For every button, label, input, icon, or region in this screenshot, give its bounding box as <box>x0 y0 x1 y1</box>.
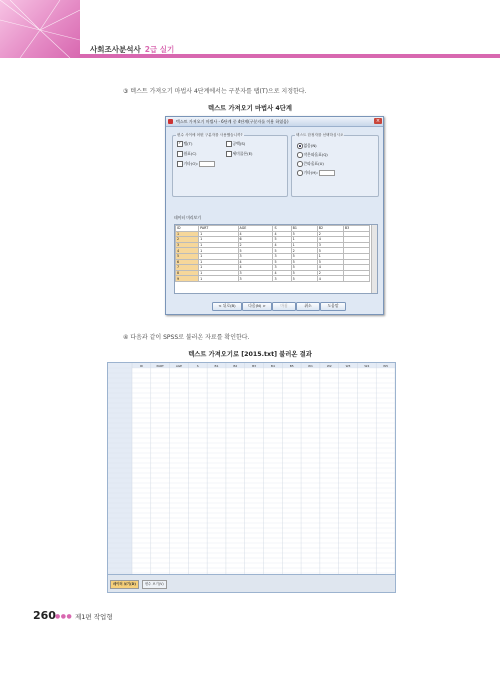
triangle-pattern-icon <box>0 0 80 58</box>
preview-cell: 1 <box>199 242 238 248</box>
preview-cell: 3 <box>317 242 343 248</box>
preview-cell: 4 <box>317 276 343 282</box>
preview-table <box>175 225 370 282</box>
figure2-caption: 텍스트 가져오기로 [2015.txt] 불러온 결과 <box>188 351 312 358</box>
cancel-button[interactable]: 취소 <box>296 302 320 311</box>
preview-cell: 4 <box>273 242 291 248</box>
preview-column-header: ID <box>176 226 199 232</box>
preview-column-header: S <box>273 226 291 232</box>
qualifier-group-label: 텍스트 한정자를 선택하십시오 <box>296 133 344 137</box>
preview-cell: 3 <box>273 265 291 271</box>
book-level: 2급 실기 <box>144 45 175 54</box>
spss-app-icon <box>168 119 173 124</box>
delimiter-tab-label: 탭(T) <box>183 141 193 146</box>
preview-cell: 3 <box>273 276 291 282</box>
preview-label-text: 데이터 미리보기 <box>174 215 201 220</box>
preview-label <box>174 215 201 221</box>
running-header <box>90 44 174 55</box>
preview-cell: 1 <box>199 237 238 243</box>
preview-column-header: AGE <box>238 226 273 232</box>
sheet-column-header[interactable]: AGE <box>175 364 183 368</box>
delimiter-other[interactable] <box>177 161 215 167</box>
preview-cell: 1 <box>291 237 317 243</box>
dialog-titlebar <box>166 117 383 127</box>
delimiter-semicolon-label: 세미콜론(E) <box>232 151 253 156</box>
preview-cell: 1 <box>199 248 238 254</box>
radio-icon[interactable] <box>297 161 303 167</box>
sheet-column-header[interactable]: W1 <box>308 364 313 368</box>
sheet-column-header[interactable]: W4 <box>364 364 370 368</box>
sheet-column-header[interactable]: ID <box>139 364 143 368</box>
preview-cell: 2 <box>238 242 273 248</box>
preview-cell: 5 <box>273 237 291 243</box>
help-button[interactable]: 도움말 <box>320 302 346 311</box>
figure1-caption: 텍스트 가져오기 마법사 4단계 <box>208 105 292 112</box>
preview-cell: 5 <box>291 253 317 259</box>
preview-cell: 4 <box>238 259 273 265</box>
preview-row <box>176 276 370 282</box>
checkbox-icon[interactable] <box>226 141 232 147</box>
preview-column-header: PART <box>199 226 238 232</box>
tab-data-view[interactable]: 데이터 보기(D) <box>110 580 139 589</box>
preview-cell: 5 <box>291 259 317 265</box>
preview-cell: 5 <box>317 248 343 254</box>
sheet-column-header[interactable]: B3 <box>252 364 257 368</box>
delimiter-comma-label: 쉼표(C) <box>183 151 197 156</box>
preview-cell: 1 <box>199 253 238 259</box>
preview-cell: 8 <box>176 270 199 276</box>
preview-cell: 9 <box>176 276 199 282</box>
preview-cell: 1 <box>199 276 238 282</box>
checkbox-icon[interactable] <box>226 151 232 157</box>
preview-cell: 4 <box>176 248 199 254</box>
preview-cell <box>343 276 369 282</box>
preview-cell: 5 <box>273 259 291 265</box>
delimiter-space-label: 공백(S) <box>232 141 246 146</box>
sheet-column-header[interactable]: S <box>196 364 199 368</box>
delimiter-space[interactable] <box>226 141 245 147</box>
next-button[interactable]: 다음(N) > <box>242 302 272 311</box>
preview-cell: 6 <box>238 237 273 243</box>
preview-cell: 5 <box>291 276 317 282</box>
sheet-column-header[interactable]: W5 <box>383 364 389 368</box>
qualifier-double-label: 큰따옴표(U) <box>303 161 324 166</box>
preview-scrollbar[interactable] <box>371 225 377 293</box>
delimiter-other-input[interactable] <box>199 161 215 167</box>
preview-cell: 5 <box>291 270 317 276</box>
data-preview-grid[interactable] <box>174 224 378 294</box>
preview-cell: 1 <box>199 259 238 265</box>
preview-cell: 2 <box>317 231 343 237</box>
preview-cell: 5 <box>273 248 291 254</box>
preview-cell: 4 <box>238 265 273 271</box>
part-title: 제1편 작업형 <box>75 613 113 621</box>
preview-cell: 4 <box>317 265 343 271</box>
sheet-column-header[interactable]: B2 <box>233 364 238 368</box>
delimiter-other-label: 기타(O): <box>183 161 199 166</box>
preview-cell: 4 <box>317 237 343 243</box>
sheet-column-header[interactable]: W3 <box>345 364 351 368</box>
checkbox-icon[interactable] <box>177 161 183 167</box>
sheet-column-header[interactable]: B1 <box>214 364 219 368</box>
delimiter-semicolon[interactable] <box>226 151 253 157</box>
qualifier-none-label: 없음(N) <box>303 143 317 148</box>
qualifier-other-label: 기타(H): <box>303 170 318 175</box>
preview-cell: 4 <box>273 231 291 237</box>
preview-cell: 1 <box>199 265 238 271</box>
preview-cell: 5 <box>238 248 273 254</box>
preview-cell: 2 <box>176 237 199 243</box>
preview-cell: 1 <box>317 253 343 259</box>
qualifier-none[interactable] <box>297 143 317 149</box>
radio-icon[interactable] <box>297 152 303 158</box>
delimiter-tab[interactable] <box>177 141 192 147</box>
dialog-buttons <box>166 302 383 312</box>
preview-cell: 5 <box>291 231 317 237</box>
step3-text: ③ 텍스트 가져오기 마법사 4단계에서는 구분자를 탭(T)으로 지정한다. <box>123 88 307 95</box>
back-button[interactable]: < 뒤로(B) <box>212 302 242 311</box>
data-grid <box>108 363 395 575</box>
preview-cell: 5 <box>291 265 317 271</box>
view-tabs <box>108 574 395 592</box>
checkbox-icon[interactable] <box>177 151 183 157</box>
qualifier-single[interactable] <box>297 152 328 158</box>
preview-cell: 1 <box>176 231 199 237</box>
preview-cell: 4 <box>273 270 291 276</box>
sheet-column-header[interactable]: B4 <box>270 364 275 368</box>
radio-icon[interactable] <box>297 170 303 176</box>
preview-column-header: B3 <box>343 226 369 232</box>
preview-cell: 6 <box>176 259 199 265</box>
checkbox-checked-icon[interactable]: ✓ <box>178 141 182 146</box>
page-dots: ●●● <box>55 613 73 620</box>
tab-variable-view[interactable]: 변수 보기(V) <box>142 580 167 589</box>
preview-cell: 1 <box>199 270 238 276</box>
step4-text: ④ 다음과 같이 SPSS로 불러온 자료를 확인한다. <box>123 334 250 341</box>
preview-column-header: B1 <box>291 226 317 232</box>
page-number: 260 <box>33 609 56 622</box>
preview-column-header: B2 <box>317 226 343 232</box>
preview-cell: 5 <box>176 253 199 259</box>
spss-data-view[interactable] <box>107 362 396 593</box>
header-decoration <box>0 0 80 58</box>
preview-cell: 5 <box>317 259 343 265</box>
preview-cell: 1 <box>291 242 317 248</box>
close-icon[interactable]: × <box>375 118 381 124</box>
qualifier-double[interactable] <box>297 161 324 167</box>
radio-selected-icon[interactable] <box>297 143 303 149</box>
preview-cell: 2 <box>291 248 317 254</box>
finish-button[interactable]: 마침 <box>272 302 296 311</box>
dialog-title: 텍스트 가져오기 마법사 - 6단계 중 4단계(구분자를 이용 하였음) <box>176 119 289 124</box>
preview-cell: 3 <box>273 253 291 259</box>
preview-cell: 4 <box>238 231 273 237</box>
qualifier-single-label: 작은따옴표(Q) <box>303 152 328 157</box>
sheet-column-header[interactable]: B5 <box>289 364 294 368</box>
preview-cell: 3 <box>238 276 273 282</box>
book-title: 사회조사분석사 <box>90 45 141 54</box>
preview-cell: 1 <box>199 231 238 237</box>
delimiter-comma[interactable] <box>177 151 196 157</box>
delimiter-group-label: 변수 사이에 어떤 구분자를 사용했습니까? <box>177 133 243 137</box>
qualifier-other-input[interactable] <box>319 170 335 176</box>
preview-cell: 2 <box>317 270 343 276</box>
preview-cell: 3 <box>238 253 273 259</box>
preview-cell: 3 <box>238 270 273 276</box>
preview-cell: 3 <box>176 242 199 248</box>
qualifier-other[interactable] <box>297 170 335 176</box>
sheet-column-header[interactable]: W2 <box>326 364 332 368</box>
sheet-column-header[interactable]: PART <box>156 364 164 368</box>
preview-cell: 7 <box>176 265 199 271</box>
